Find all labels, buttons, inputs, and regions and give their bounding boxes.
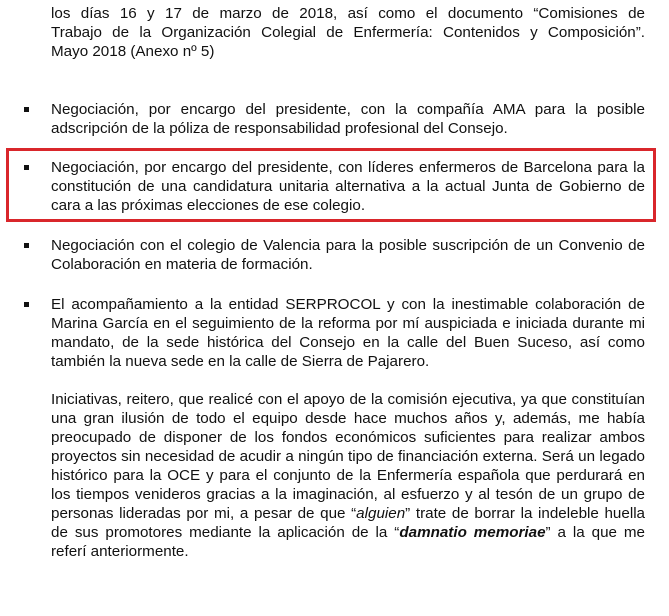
bullet-text: El acompañamiento a la entidad SERPROCOL y con la inestimable colaboración de Marina García en el seguimiento de la reforma por mí auspiciada e iniciada durante mi mandato, de la sede histórica del Consejo en la calle del Buen Suceso, así como también la nueva sede en la calle de Sierra de Pajarero. xyxy=(51,296,645,370)
bullet-text: Negociación, por encargo del presidente, con la compañía AMA para la posible adscripción de la póliza de responsabilidad profesional del Consejo. xyxy=(51,101,645,137)
bullet-text: Negociación, por encargo del presidente, con líderes enfermeros de Barcelona para la constitución de una candidatura unitaria alternativa a la actual Junta de Gobierno de cara a las próximas elecciones de ese colegio. xyxy=(51,159,645,214)
bullet-text: Negociación con el colegio de Valencia para la posible suscripción de un Convenio de Colaboración en materia de formación. xyxy=(51,237,645,273)
closing-text-part-1: Iniciativas, reitero, que realicé con el apoyo de la comisión ejecutiva, ya que constituían una gran ilusión de todo el equipo desde hace muchos años y, además, me había preocupado de disponer de los fondos económicos suficientes para realizar ambos proyectos sin necesidad de acudir a ningún tipo de financiación externa. Será un legado histórico para la OCE y para el conjunto de la Enfermería española que perdurará en los tiempos venideros gracias a la imaginación, al esfuerzo y al tesón de un grupo de personas lideradas por mi, a pesar de que “ xyxy=(51,391,645,522)
closing-bold-italic-phrase: damnatio memoriae xyxy=(399,524,546,541)
bullet-item-ama xyxy=(51,100,645,138)
closing-paragraph-text xyxy=(51,390,645,561)
bullet-item-serprocol xyxy=(51,295,645,371)
bullet-item-barcelona xyxy=(51,158,645,215)
intro-paragraph xyxy=(51,4,645,61)
closing-italic-word: alguien xyxy=(356,505,406,522)
bullet-square-icon xyxy=(24,243,29,248)
bullet-item-valencia xyxy=(51,236,645,274)
bullet-square-icon xyxy=(24,302,29,307)
closing-paragraph xyxy=(51,390,645,561)
intro-line-2: Trabajo de la Organización Colegial de Enfermería: Contenidos y Composición”. xyxy=(51,24,645,41)
closing-text-part-2: ” trate de borrar la indeleble huella de sus promotores mediante la aplicación de la “ xyxy=(51,505,646,541)
closing-text-part-3: ” a la que me referí anteriormente. xyxy=(51,524,645,560)
bullet-square-icon xyxy=(24,107,29,112)
intro-line-3: Mayo 2018 (Anexo nº 5) xyxy=(51,43,215,60)
intro-line-1: los días 16 y 17 de marzo de 2018, así como el documento “Comisiones de xyxy=(51,5,645,22)
bullet-square-icon xyxy=(24,165,29,170)
